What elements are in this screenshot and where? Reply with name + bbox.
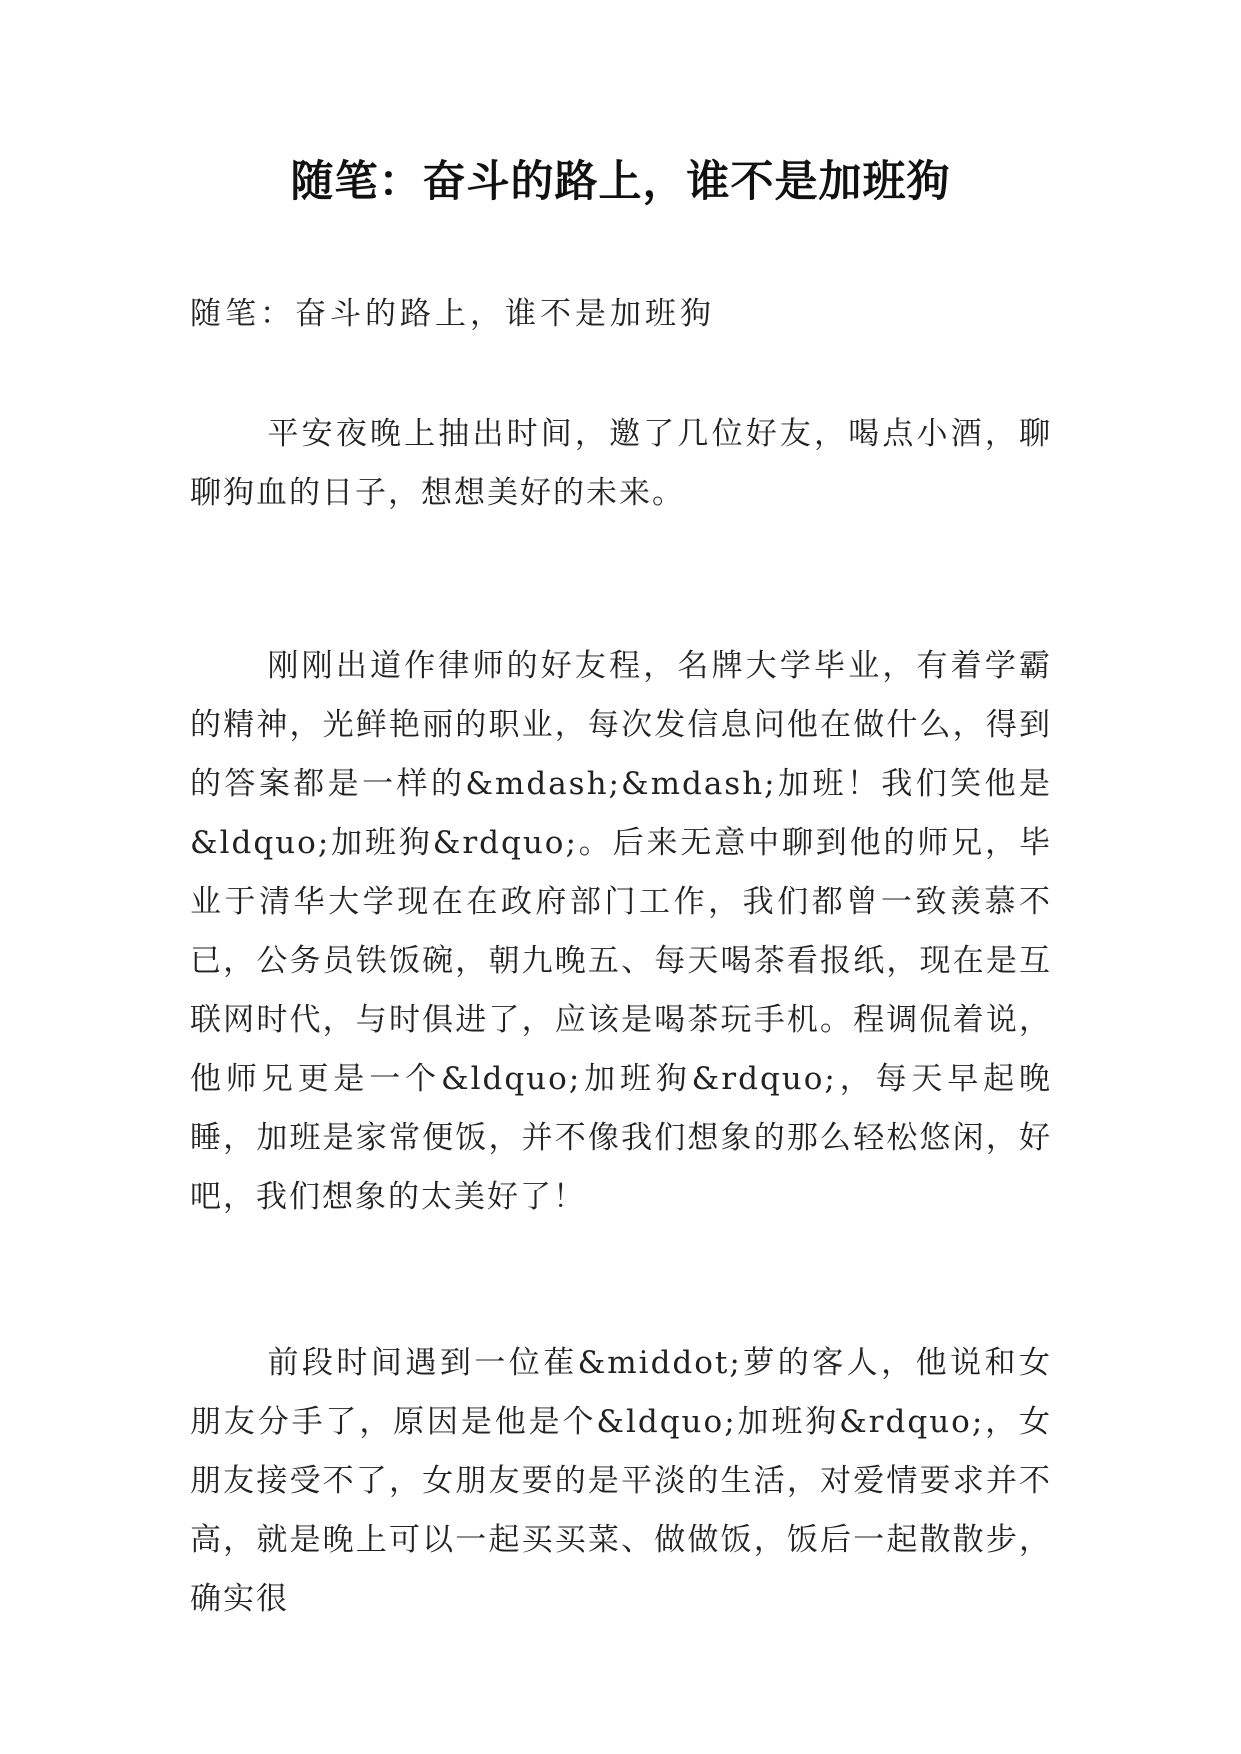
- document-subtitle: 随笔：奋斗的路上，谁不是加班狗: [190, 296, 715, 332]
- paragraph-3: 前段时间遇到一位萑&middot;萝的客人，他说和女朋友分手了，原因是他是个&ldquo;加班狗&rdquo;，女朋友接受不了，女朋友要的是平淡的生活，对爱情要求并不高，就是晚上可以一起买买菜、做做饭，饭后一起散散步，确实很: [190, 1345, 1053, 1617]
- document-title: 随笔：奋斗的路上，谁不是加班狗: [290, 157, 951, 207]
- paragraph-2: 刚刚出道作律师的好友程，名牌大学毕业，有着学霸的精神，光鲜艳丽的职业，每次发信息问他在做什么，得到的答案都是一样的&mdash;&mdash;加班！我们笑他是&ldquo;加班狗&rdquo;。后来无意中聊到他的师兄，毕业于清华大学现在在政府部门工作，我们都曾一致羡慕不已，公务员铁饭碗，朝九晚五、每天喝茶看报纸，现在是互联网时代，与时俱进了，应该是喝茶玩手机。程调侃着说，他师兄更是一个&ldquo;加班狗&rdquo;，每天早起晚睡，加班是家常便饭，并不像我们想象的那么轻松悠闲，好吧，我们想象的太美好了！: [190, 648, 1052, 1215]
- paragraph-1: 平安夜晚上抽出时间，邀了几位好友，喝点小酒，聊聊狗血的日子，想想美好的未来。: [190, 416, 1052, 511]
